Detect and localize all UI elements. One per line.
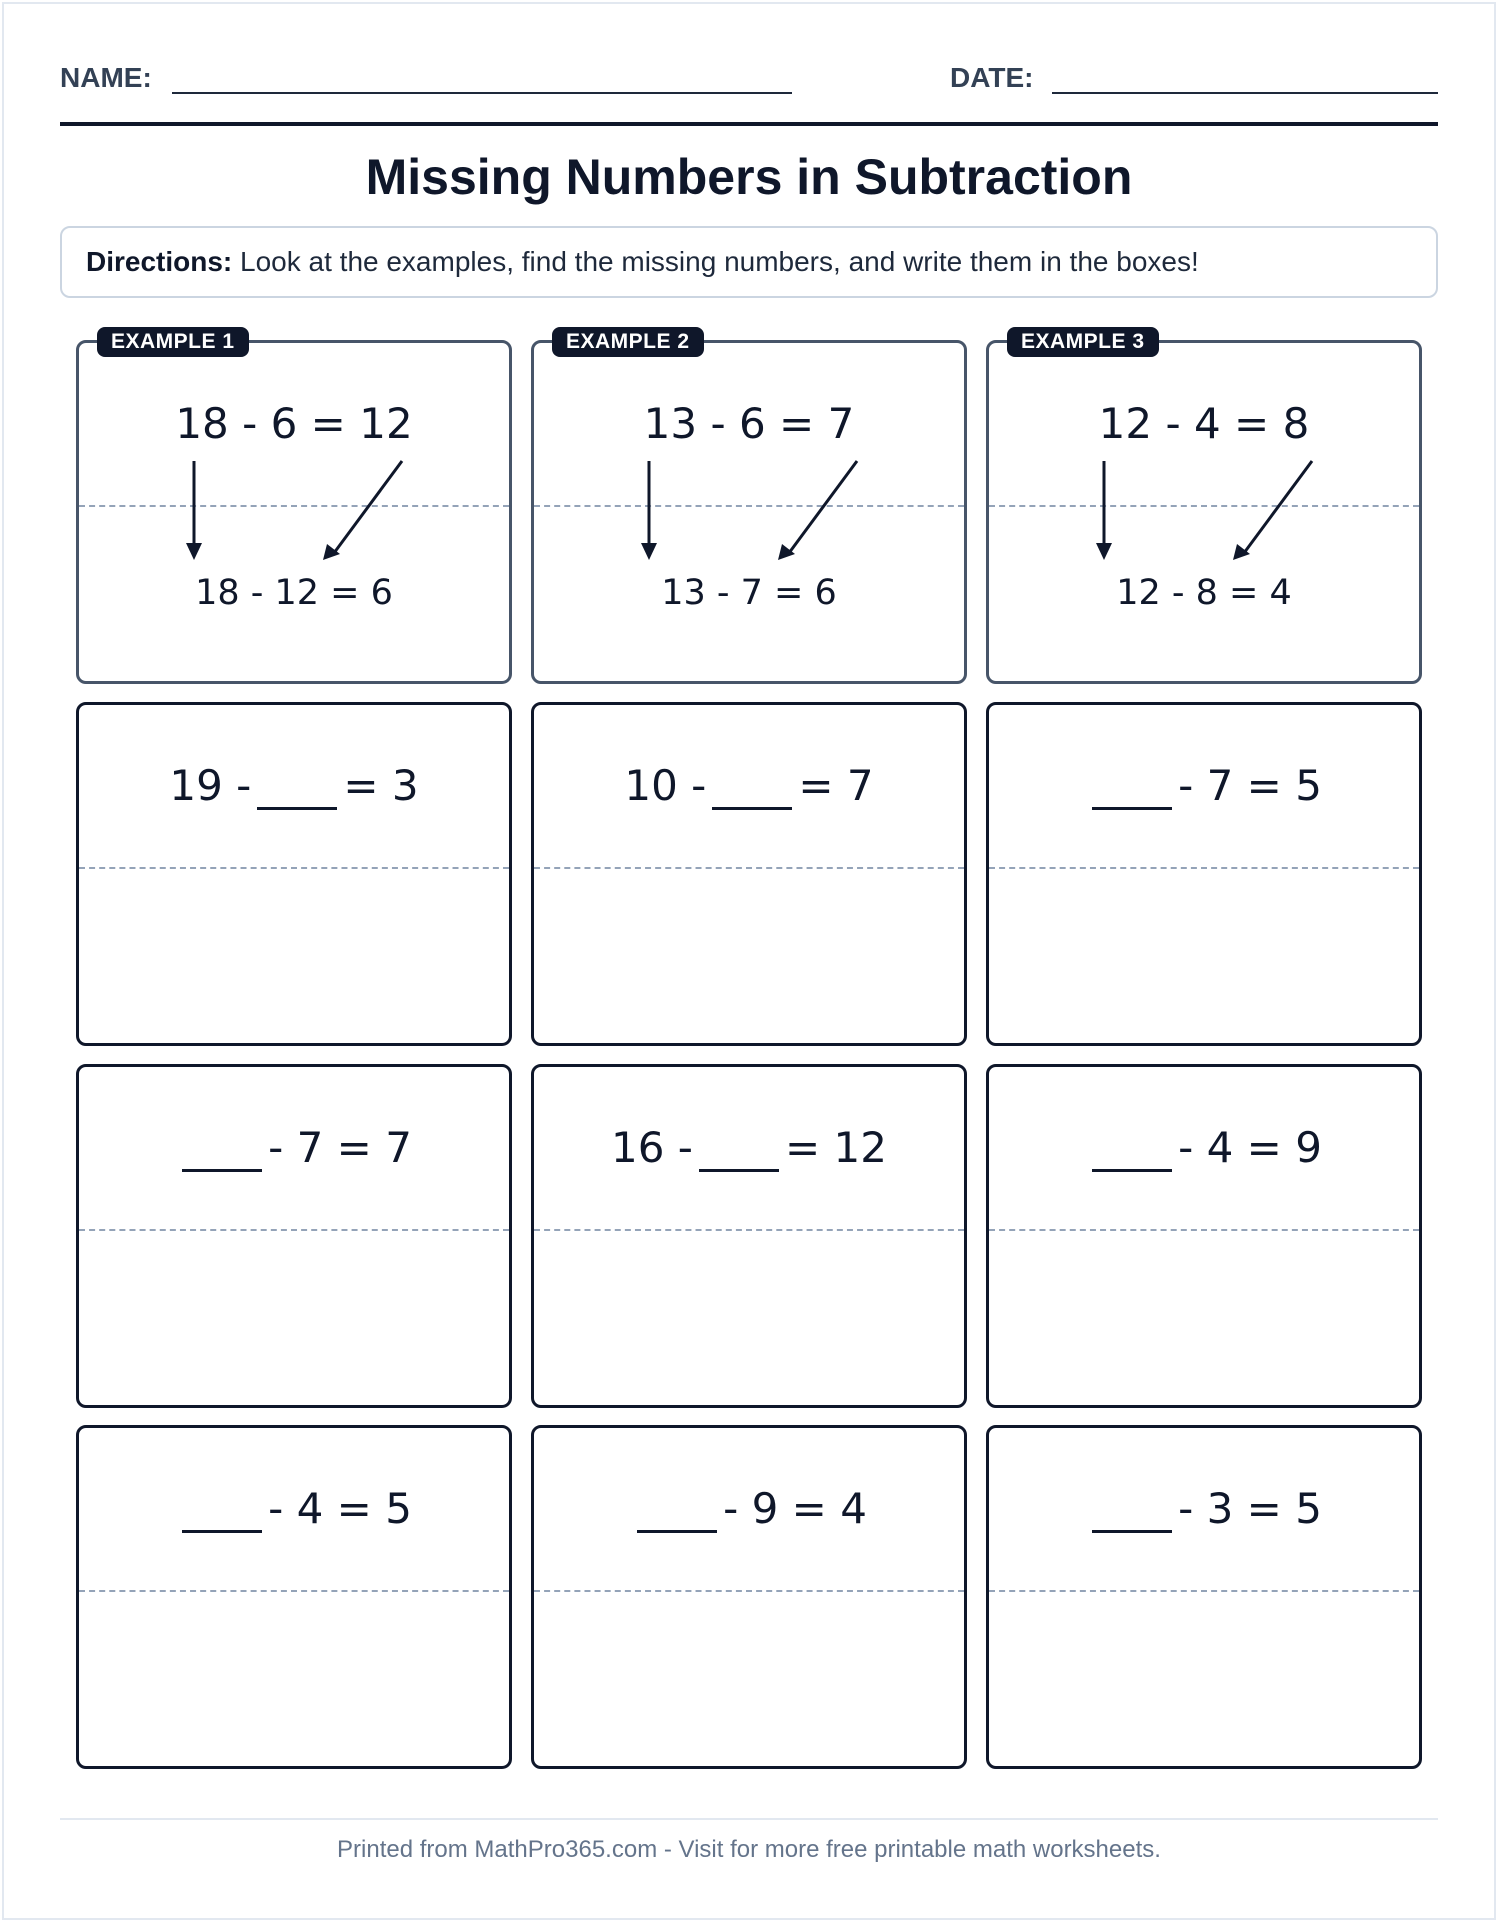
answer-blank[interactable] bbox=[699, 1124, 779, 1172]
equation-right: = 12 bbox=[784, 1123, 887, 1172]
equation-right: = 3 bbox=[343, 761, 419, 810]
date-line[interactable] bbox=[1052, 92, 1438, 94]
example-arrows bbox=[989, 343, 1425, 687]
problem-equation bbox=[79, 761, 509, 810]
card-midline bbox=[79, 867, 509, 869]
problem-equation bbox=[989, 1123, 1419, 1172]
problem-equation bbox=[989, 1484, 1419, 1533]
example-arrows bbox=[534, 343, 970, 687]
footer-rule bbox=[60, 1818, 1438, 1820]
card-midline bbox=[534, 1590, 964, 1592]
answer-blank[interactable] bbox=[712, 762, 792, 810]
example-arrows bbox=[79, 343, 515, 687]
answer-blank[interactable] bbox=[637, 1485, 717, 1533]
footer-text: Printed from MathPro365.com - Visit for more free printable math worksheets. bbox=[337, 1836, 1161, 1863]
answer-blank[interactable] bbox=[257, 762, 337, 810]
equation-right: = 7 bbox=[798, 761, 874, 810]
equation-left: 10 - bbox=[624, 761, 707, 810]
example-badge: EXAMPLE 3 bbox=[1007, 327, 1159, 357]
problem-equation bbox=[79, 1123, 509, 1172]
example-related-equation: 13 - 7 = 6 bbox=[661, 573, 837, 613]
card-midline bbox=[989, 867, 1419, 869]
problem-card-6[interactable] bbox=[986, 1064, 1422, 1408]
card-midline bbox=[534, 1229, 964, 1231]
card-midline bbox=[989, 1590, 1419, 1592]
example-equation: 13 - 6 = 7 bbox=[643, 399, 855, 448]
problem-equation bbox=[534, 761, 964, 810]
problem-equation bbox=[989, 761, 1419, 810]
example-badge: EXAMPLE 1 bbox=[97, 327, 249, 357]
equation-left: 16 - bbox=[611, 1123, 693, 1172]
name-label: NAME: bbox=[60, 62, 152, 93]
example-badge: EXAMPLE 2 bbox=[552, 327, 704, 357]
answer-blank[interactable] bbox=[1092, 1485, 1172, 1533]
example-card-2 bbox=[531, 330, 967, 684]
problem-equation bbox=[534, 1484, 964, 1533]
date-label: DATE: bbox=[950, 62, 1034, 93]
example-equation: 12 - 4 = 8 bbox=[1098, 399, 1310, 448]
equation-right: - 4 = 5 bbox=[268, 1484, 412, 1533]
answer-blank[interactable] bbox=[1092, 762, 1172, 810]
directions-text: Look at the examples, find the missing numbers, and write them in the boxes! bbox=[240, 246, 1199, 277]
problem-card-2[interactable] bbox=[531, 702, 967, 1046]
equation-right: - 7 = 7 bbox=[268, 1123, 412, 1172]
page-title: Missing Numbers in Subtraction bbox=[365, 149, 1133, 205]
card-midline bbox=[989, 1229, 1419, 1231]
example-card-3 bbox=[986, 330, 1422, 684]
problem-equation bbox=[534, 1123, 964, 1172]
header-rule bbox=[60, 122, 1438, 126]
card-midline bbox=[79, 1229, 509, 1231]
example-related-equation: 12 - 8 = 4 bbox=[1116, 573, 1292, 613]
answer-blank[interactable] bbox=[1092, 1124, 1172, 1172]
answer-blank[interactable] bbox=[182, 1124, 262, 1172]
card-midline bbox=[79, 1590, 509, 1592]
problem-card-3[interactable] bbox=[986, 702, 1422, 1046]
example-card-1 bbox=[76, 330, 512, 684]
problem-card-9[interactable] bbox=[986, 1425, 1422, 1769]
problem-card-1[interactable] bbox=[76, 702, 512, 1046]
directions-label: Directions: bbox=[86, 246, 233, 277]
problem-card-8[interactable] bbox=[531, 1425, 967, 1769]
equation-right: - 3 = 5 bbox=[1178, 1484, 1322, 1533]
equation-right: - 9 = 4 bbox=[723, 1484, 867, 1533]
problem-equation bbox=[79, 1484, 509, 1533]
example-equation: 18 - 6 = 12 bbox=[175, 399, 413, 448]
equation-left: 19 - bbox=[169, 761, 252, 810]
example-related-equation: 18 - 12 = 6 bbox=[195, 573, 393, 613]
problem-card-5[interactable] bbox=[531, 1064, 967, 1408]
equation-right: - 7 = 5 bbox=[1178, 761, 1322, 810]
card-midline bbox=[534, 867, 964, 869]
problem-card-4[interactable] bbox=[76, 1064, 512, 1408]
name-line[interactable] bbox=[172, 92, 792, 94]
equation-right: - 4 = 9 bbox=[1178, 1123, 1322, 1172]
directions-box bbox=[60, 226, 1438, 298]
answer-blank[interactable] bbox=[182, 1485, 262, 1533]
problem-card-7[interactable] bbox=[76, 1425, 512, 1769]
